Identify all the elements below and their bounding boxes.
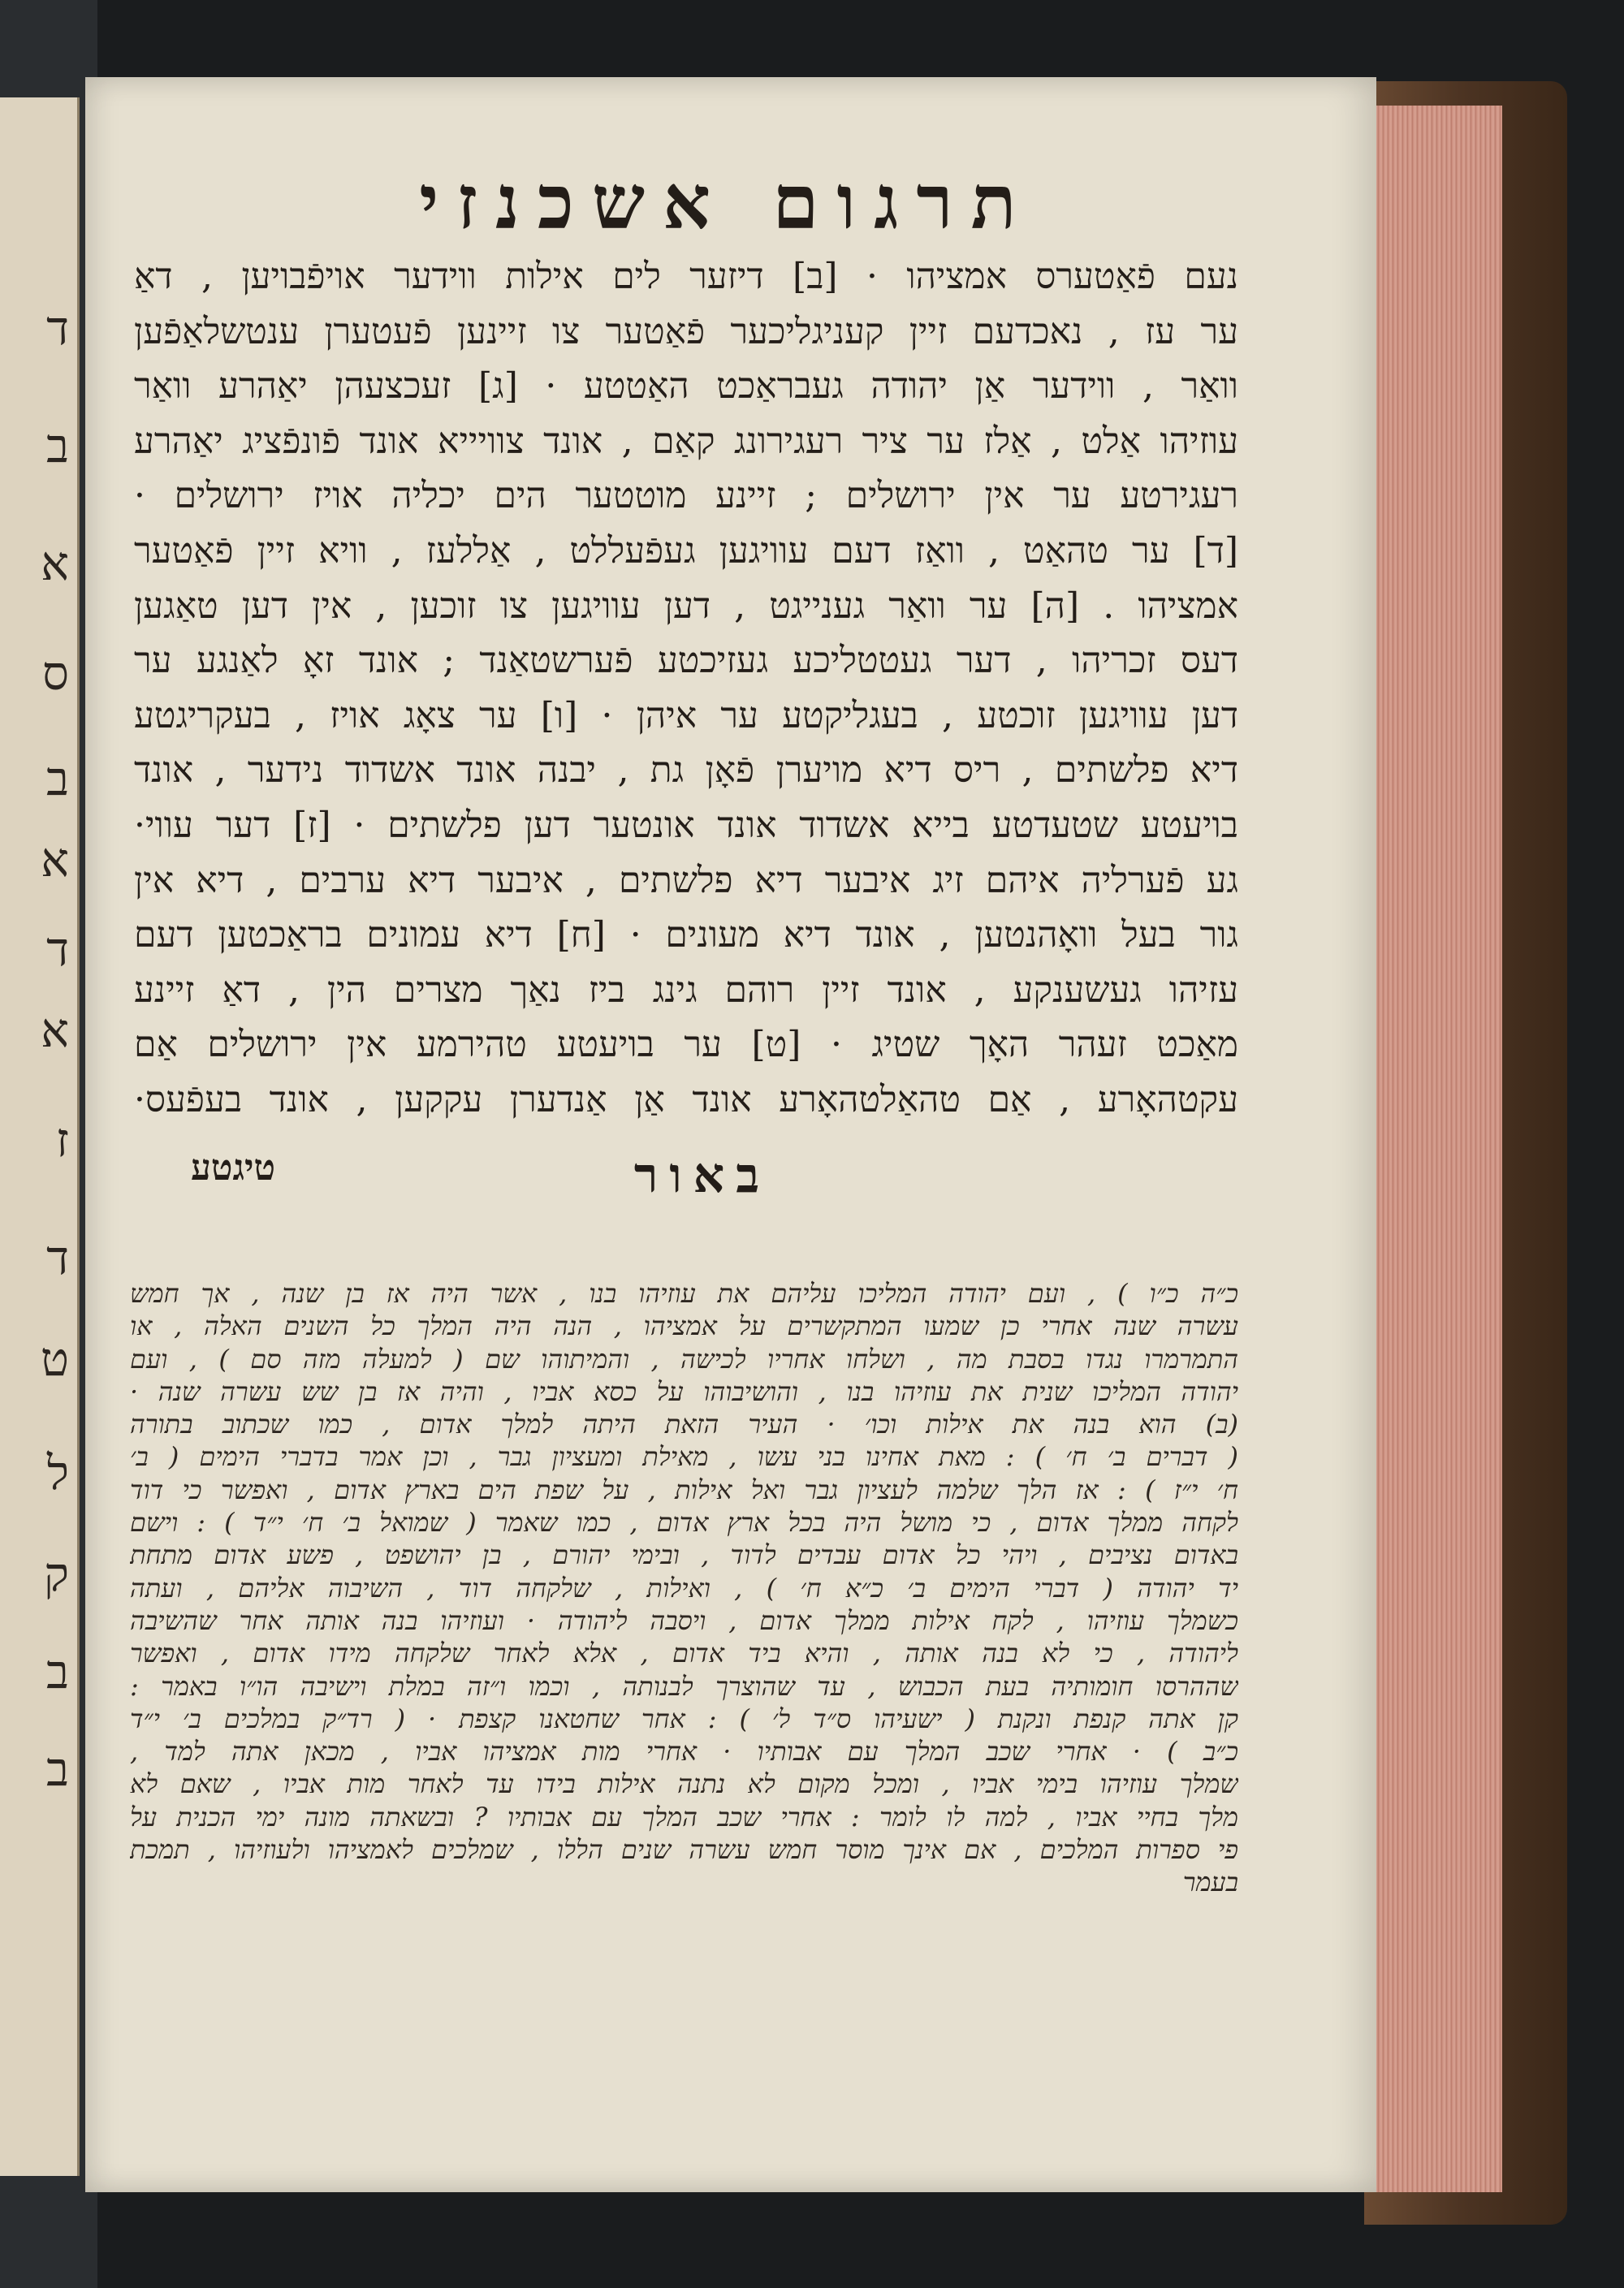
text-line: וואַר , ווידער אַן יהודה געבראַכט האַטטע · [ג] זעכצעהן יאַהרע וואַר bbox=[134, 365, 1238, 408]
right-page bbox=[85, 77, 1376, 2192]
commentary-line: שההרסו חומותיה בעת הכבוש , עד שהוצרך לבנותה , וכמו ו״זה במלת וישיבה הו״ו באמר : bbox=[130, 1670, 1238, 1702]
left-page-glyph: ק bbox=[43, 1547, 69, 1602]
left-page-glyph: ז bbox=[55, 1112, 69, 1168]
text-line: נעם פֿאַטערס אמציהו · [ב] דיזער לים אילות ווידער אויפֿבויען , דאַ bbox=[134, 256, 1238, 297]
text-line: גע פֿערליה איהם זיג איבער דיא פלשתים , איבער דיא ערבים , דיא אין bbox=[134, 859, 1238, 901]
left-page-glyph: ס bbox=[42, 645, 69, 701]
commentary-line: באדום נציבים , ויהי כל אדום עבדים לדוד , ובימי יהורם , בן יהושפט , פשע אדום מתחת bbox=[130, 1539, 1238, 1571]
left-page-glyph: ב bbox=[46, 751, 69, 806]
commentary-text bbox=[130, 1277, 1238, 1899]
left-page-glyph: ב bbox=[46, 1742, 69, 1797]
left-page-glyph: ל bbox=[46, 1445, 69, 1500]
text-line: [ד] ער טהאַט , וואַז דעם עוויגען געפֿעללט , אַללעז , וויא זיין פֿאַטער bbox=[134, 529, 1238, 572]
left-page-glyph: א bbox=[41, 832, 69, 887]
text-line: עזיהו געשענקע , אונד זיין רוהם גינג ביז נאַך מצרים הין , דאַ זיינע bbox=[134, 969, 1238, 1011]
text-line: דעס זכריהו , דער געטטליכע געזיכטע פֿערשטאַנד ; אונד זאָ לאַנגע ער bbox=[134, 640, 1238, 682]
text-line: מאַכט זעהר האָך שטיג · [ט] ער בויעטע טהירמע אין ירושלים אַם bbox=[134, 1024, 1238, 1066]
text-line: רעגירטע ער אין ירושלים ; זיינע מוטטער הים יכליה אויז ירושלים · bbox=[134, 475, 1238, 517]
left-page-glyph: ד bbox=[46, 300, 69, 356]
commentary-line: לקחה ממלך אדום , כי מושל היה בכל ארץ אדום , כמו שאמר ( שמואל ב׳ ח׳ י״ד ) : וישם bbox=[130, 1507, 1238, 1539]
commentary-line: עשרה שנה אחרי כן שמעו המתקשרים על אמציהו , הנה היה המלך כל השנים האלה , או bbox=[130, 1310, 1238, 1342]
left-page-glyph: ד bbox=[46, 1230, 69, 1285]
left-page-glyph: א bbox=[41, 1003, 69, 1058]
text-line: עקטהאָרע , אַם טהאַלטהאָרע אונד אַן אַנדערן עקקען , אונד בעפֿעס· bbox=[134, 1078, 1238, 1120]
commentary-line: שמלך עוזיהו בימי אביו , ומכל מקום לא נתנה אילות בידו עד לאחר מות אביו , שאם לא bbox=[130, 1768, 1238, 1800]
left-page-strip bbox=[0, 97, 80, 2176]
commentary-line: בעמר bbox=[1182, 1867, 1238, 1898]
commentary-line: יהודה המליכו שנית את עוזיהו בנו , והושיבוהו על כסא אביו , והיה אז בן שש עשרה שנה · bbox=[130, 1375, 1238, 1407]
commentary-line: כשמלך עוזיהו , לקח אילות ממלך אדום , ויסבה ליהודה · ועוזיהו בנה אותה אחר שהשיבה bbox=[130, 1604, 1238, 1636]
left-page-glyph: ט bbox=[40, 1332, 69, 1387]
commentary-line: התמרמרו נגדו בסבת מה , ושלחו אחריו לכישה , והמיתוהו שם ( למעלה מזה סם ) , ועם bbox=[130, 1343, 1238, 1375]
text-line: אמציהו . [ה] ער וואַר גענייגט , דען עוויגען צו זוכען , אין דען טאַגען bbox=[134, 585, 1238, 627]
text-line: דיא פלשתים , ריס דיא מויערן פֿאָן גת , יבנה אונד אשדוד נידער , אונד bbox=[134, 749, 1238, 792]
commentary-line: כ״ב ) · אחרי שכב המלך עם אבותיו · אחרי מות אמציהו אביו , מכאן אתה למד , bbox=[130, 1736, 1238, 1768]
commentary-line: ( דברים ב׳ ח׳ ) : מאת אחינו בני עשו , מאילת ומעציון גבר , וכן אמר בדברי הימים ( ב׳ bbox=[130, 1441, 1238, 1473]
left-page-glyph: א bbox=[41, 536, 69, 591]
text-line: ער עז , נאכדעם זיין קעניגליכער פֿאַטער צו זיינען פֿעטערן ענטשלאַפֿען bbox=[134, 310, 1238, 352]
commentary-line: ח׳ י״ז ) : אז הלך שלמה לעציון גבר ואל אילות , על שפת הים בארץ אדום , ואפשר כי דוד bbox=[130, 1474, 1238, 1505]
left-page-glyph: ב bbox=[46, 1644, 69, 1699]
commentary-line: קן אתה קנפת ונקנת ( ישעיהו ס״ד ל׳ ) : אחר שחטאנו קצפת · ( רד״ק במלכים ב׳ י״ד bbox=[130, 1703, 1238, 1734]
commentary-line: כ״ה כ״ו ) , ועם יהודה המליכו עליהם את עוזיהו בנו , אשר היה אז בן שנה , אך חמש bbox=[130, 1278, 1238, 1309]
commentary-line: (ב) הוא בנה את אילות וכו׳ · העיר הזאת היתה למלך אדום , כמו שכתוב בתורה bbox=[130, 1409, 1238, 1440]
commentary-line: מלך בחיי אביו , למה לו לומר : אחרי שכב המלך עם אבותיו ? ובשאתה מונה ימי הכנית על bbox=[130, 1801, 1238, 1833]
left-page-glyph: ד bbox=[46, 922, 69, 977]
left-page-glyph: ב bbox=[46, 418, 69, 473]
section-heading: באור bbox=[633, 1147, 771, 1204]
translation-text bbox=[134, 249, 1238, 1128]
commentary-line: יד יהודה ( דברי הימים ב׳ כ״א ח׳ ) , ואילות , שלקחה דוד , השיבוה אליהם , ועתה bbox=[130, 1572, 1238, 1604]
page-heading: תרגום אשכנזי bbox=[419, 158, 1034, 246]
catchword: טיגטע bbox=[191, 1147, 276, 1189]
text-line: גור בעל וואָהנטען , אונד דיא מעונים · [ח] דיא עמונים בראַכטען דעם bbox=[134, 914, 1238, 956]
text-line: בויעטע שטעדטע בייא אשדוד אונד אונטער דען פלשתים · [ז] דער עווי· bbox=[134, 804, 1238, 846]
text-line: עוזיהו אַלט , אַלז ער ציר רעגירונג קאַם , אונד צוויייא אונד פֿונפֿציג יאַהרע bbox=[134, 420, 1238, 462]
commentary-line: ליהודה , כי לא בנה אותה , והיא ביד אדום , אלא לאחר שלקחה מידו אדום , ואפשר bbox=[130, 1638, 1238, 1669]
text-line: דען עוויגען זוכטע , בעגליקטע ער איהן · [ו] ער צאָג אויז , בעקריגטע bbox=[134, 694, 1238, 736]
commentary-line: פי ספרות המלכים , אם אינך מוסר חמש עשרה שנים הללו , שמלכים לאמציהו ולעוזיהו , תמכת bbox=[130, 1834, 1238, 1866]
